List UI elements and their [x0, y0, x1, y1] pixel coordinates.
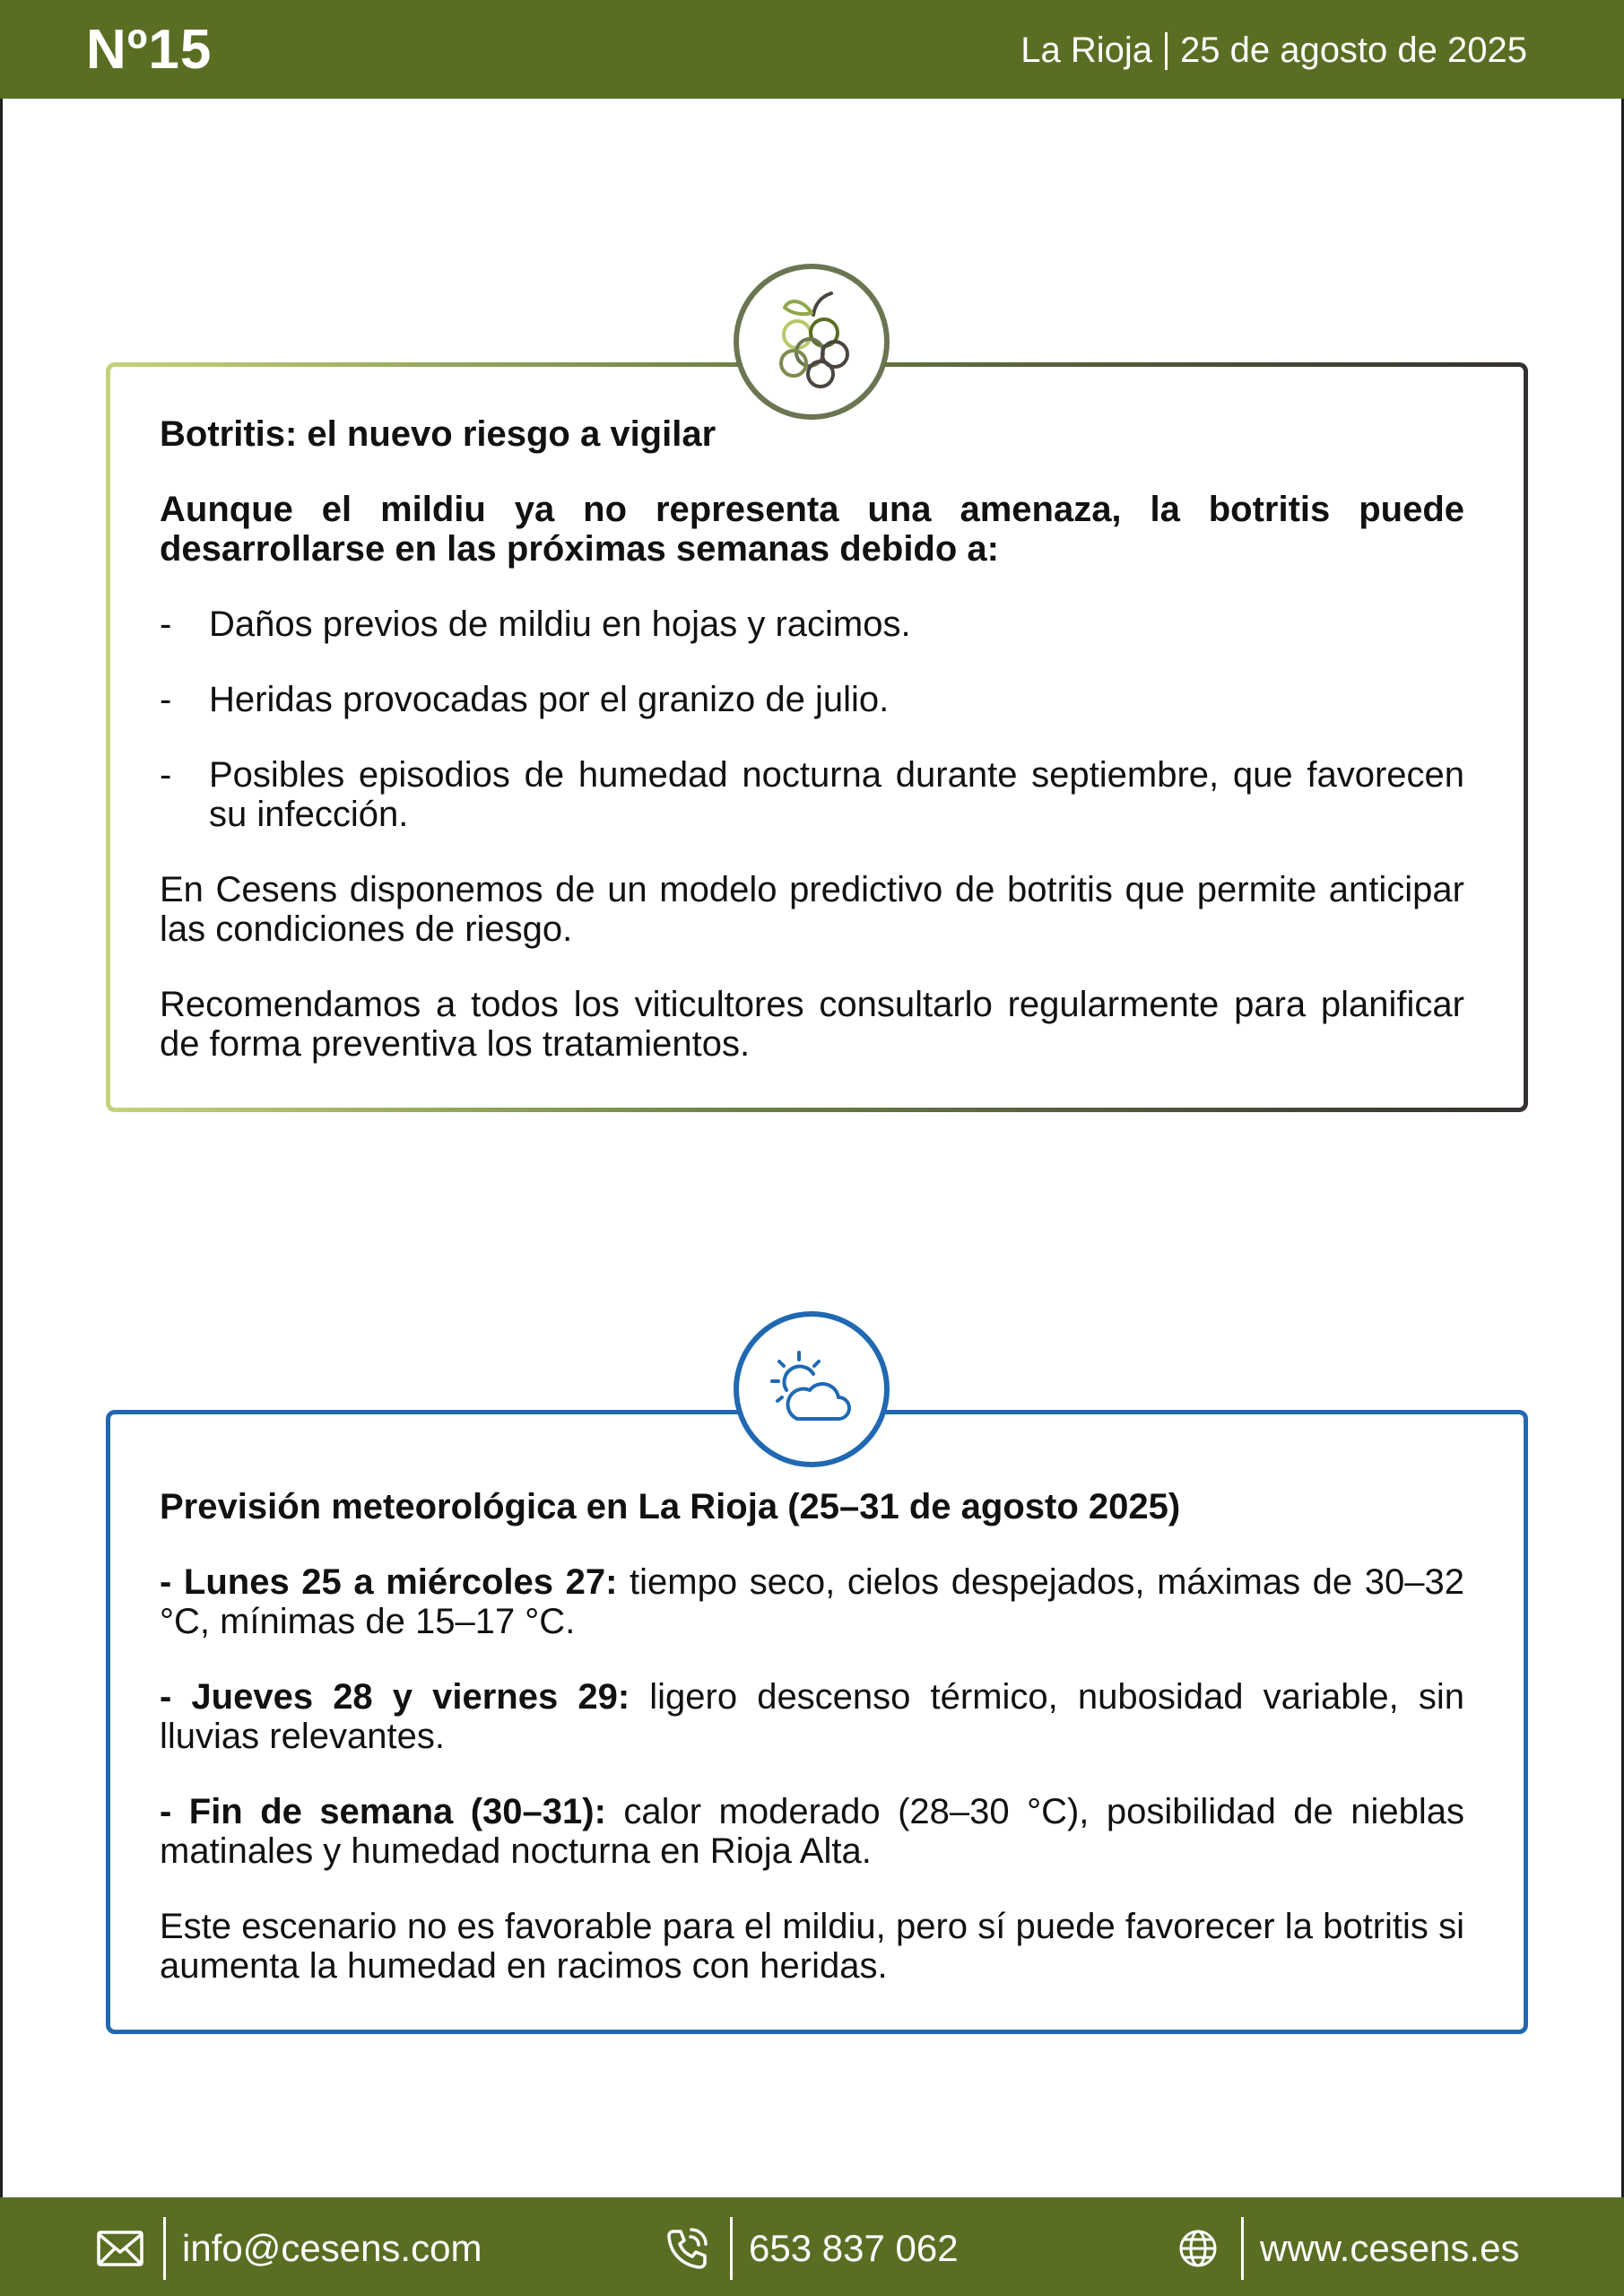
footer-divider [163, 2217, 166, 2280]
botritis-title: Botritis: el nuevo riesgo a vigilar [160, 414, 716, 454]
forecast-text: calor moderado (28–30 °C), posibilidad de nieblas matinales y humedad nocturna en Rioja Alta. [160, 1792, 1465, 1871]
partly-cloudy-icon [767, 1349, 856, 1430]
weather-title: Previsión meteorológica en La Rioja (25–31 de agosto 2025) [160, 1487, 1181, 1526]
footer-divider [730, 2217, 733, 2280]
list-item: - Heridas provocadas por el granizo de julio. [160, 680, 1464, 719]
header-bar [0, 0, 1624, 99]
forecast-label: - Jueves 28 y viernes 29: [160, 1677, 630, 1717]
weather-content [160, 1487, 1464, 2022]
footer-website[interactable] [1173, 2217, 1519, 2280]
header-region: La Rioja [1020, 30, 1152, 70]
email-link[interactable]: info@cesens.com [182, 2227, 482, 2269]
header-location-date [1020, 30, 1527, 71]
globe-icon [1173, 2223, 1223, 2274]
footer-email[interactable] [95, 2217, 482, 2280]
phone-number[interactable]: 653 837 062 [749, 2227, 959, 2269]
header-date: 25 de agosto de 2025 [1179, 30, 1527, 70]
footer-phone[interactable] [662, 2217, 959, 2280]
weather-conclusion: Este escenario no es favorable para el mildiu, pero sí puede favorecer la botritis si aumenta la humedad en racimos con heridas. [160, 1907, 1464, 1986]
grapes-badge [734, 264, 890, 420]
forecast-label: - Lunes 25 a miércoles 27: [160, 1562, 618, 1602]
bullet-text: Daños previos de mildiu en hojas y racimos. [209, 604, 911, 644]
botritis-paragraph-model: En Cesens disponemos de un modelo predictivo de botritis que permite anticipar las condiciones de riesgo. [160, 870, 1464, 949]
botritis-content [160, 414, 1464, 1100]
forecast-item [160, 1677, 1464, 1756]
forecast-text: tiempo seco, cielos despejados, máximas de 30–32 °C, mínimas de 15–17 °C. [160, 1562, 1465, 1641]
bullet-text: Posibles episodios de humedad nocturna durante septiembre, que favorecen su infección. [209, 755, 1464, 834]
botritis-intro: Aunque el mildiu ya no representa una amenaza, la botritis puede desarrollarse en las próximas semanas debido a: [160, 490, 1464, 569]
forecast-item [160, 1792, 1464, 1871]
botritis-paragraph-recommendation: Recomendamos a todos los viticultores consultarlo regularmente para planificar de forma preventiva los tratamientos. [160, 985, 1464, 1064]
website-link[interactable]: www.cesens.es [1260, 2227, 1520, 2269]
bullet-text: Heridas provocadas por el granizo de julio. [209, 680, 890, 719]
header-divider [1165, 32, 1168, 70]
grapes-icon [767, 288, 856, 396]
forecast-text: ligero descenso térmico, nubosidad variable, sin lluvias relevantes. [160, 1677, 1465, 1756]
footer-divider [1241, 2217, 1244, 2280]
weather-badge [734, 1311, 890, 1467]
forecast-item [160, 1562, 1464, 1641]
envelope-icon [95, 2223, 145, 2274]
list-item: - Daños previos de mildiu en hojas y racimos. [160, 604, 1464, 644]
issue-number: Nº15 [86, 19, 213, 81]
phone-icon [662, 2223, 712, 2274]
list-item: - Posibles episodios de humedad nocturna durante septiembre, que favorecen su infección. [160, 755, 1464, 834]
forecast-label: - Fin de semana (30–31): [160, 1792, 606, 1831]
footer-bar [0, 2197, 1624, 2296]
